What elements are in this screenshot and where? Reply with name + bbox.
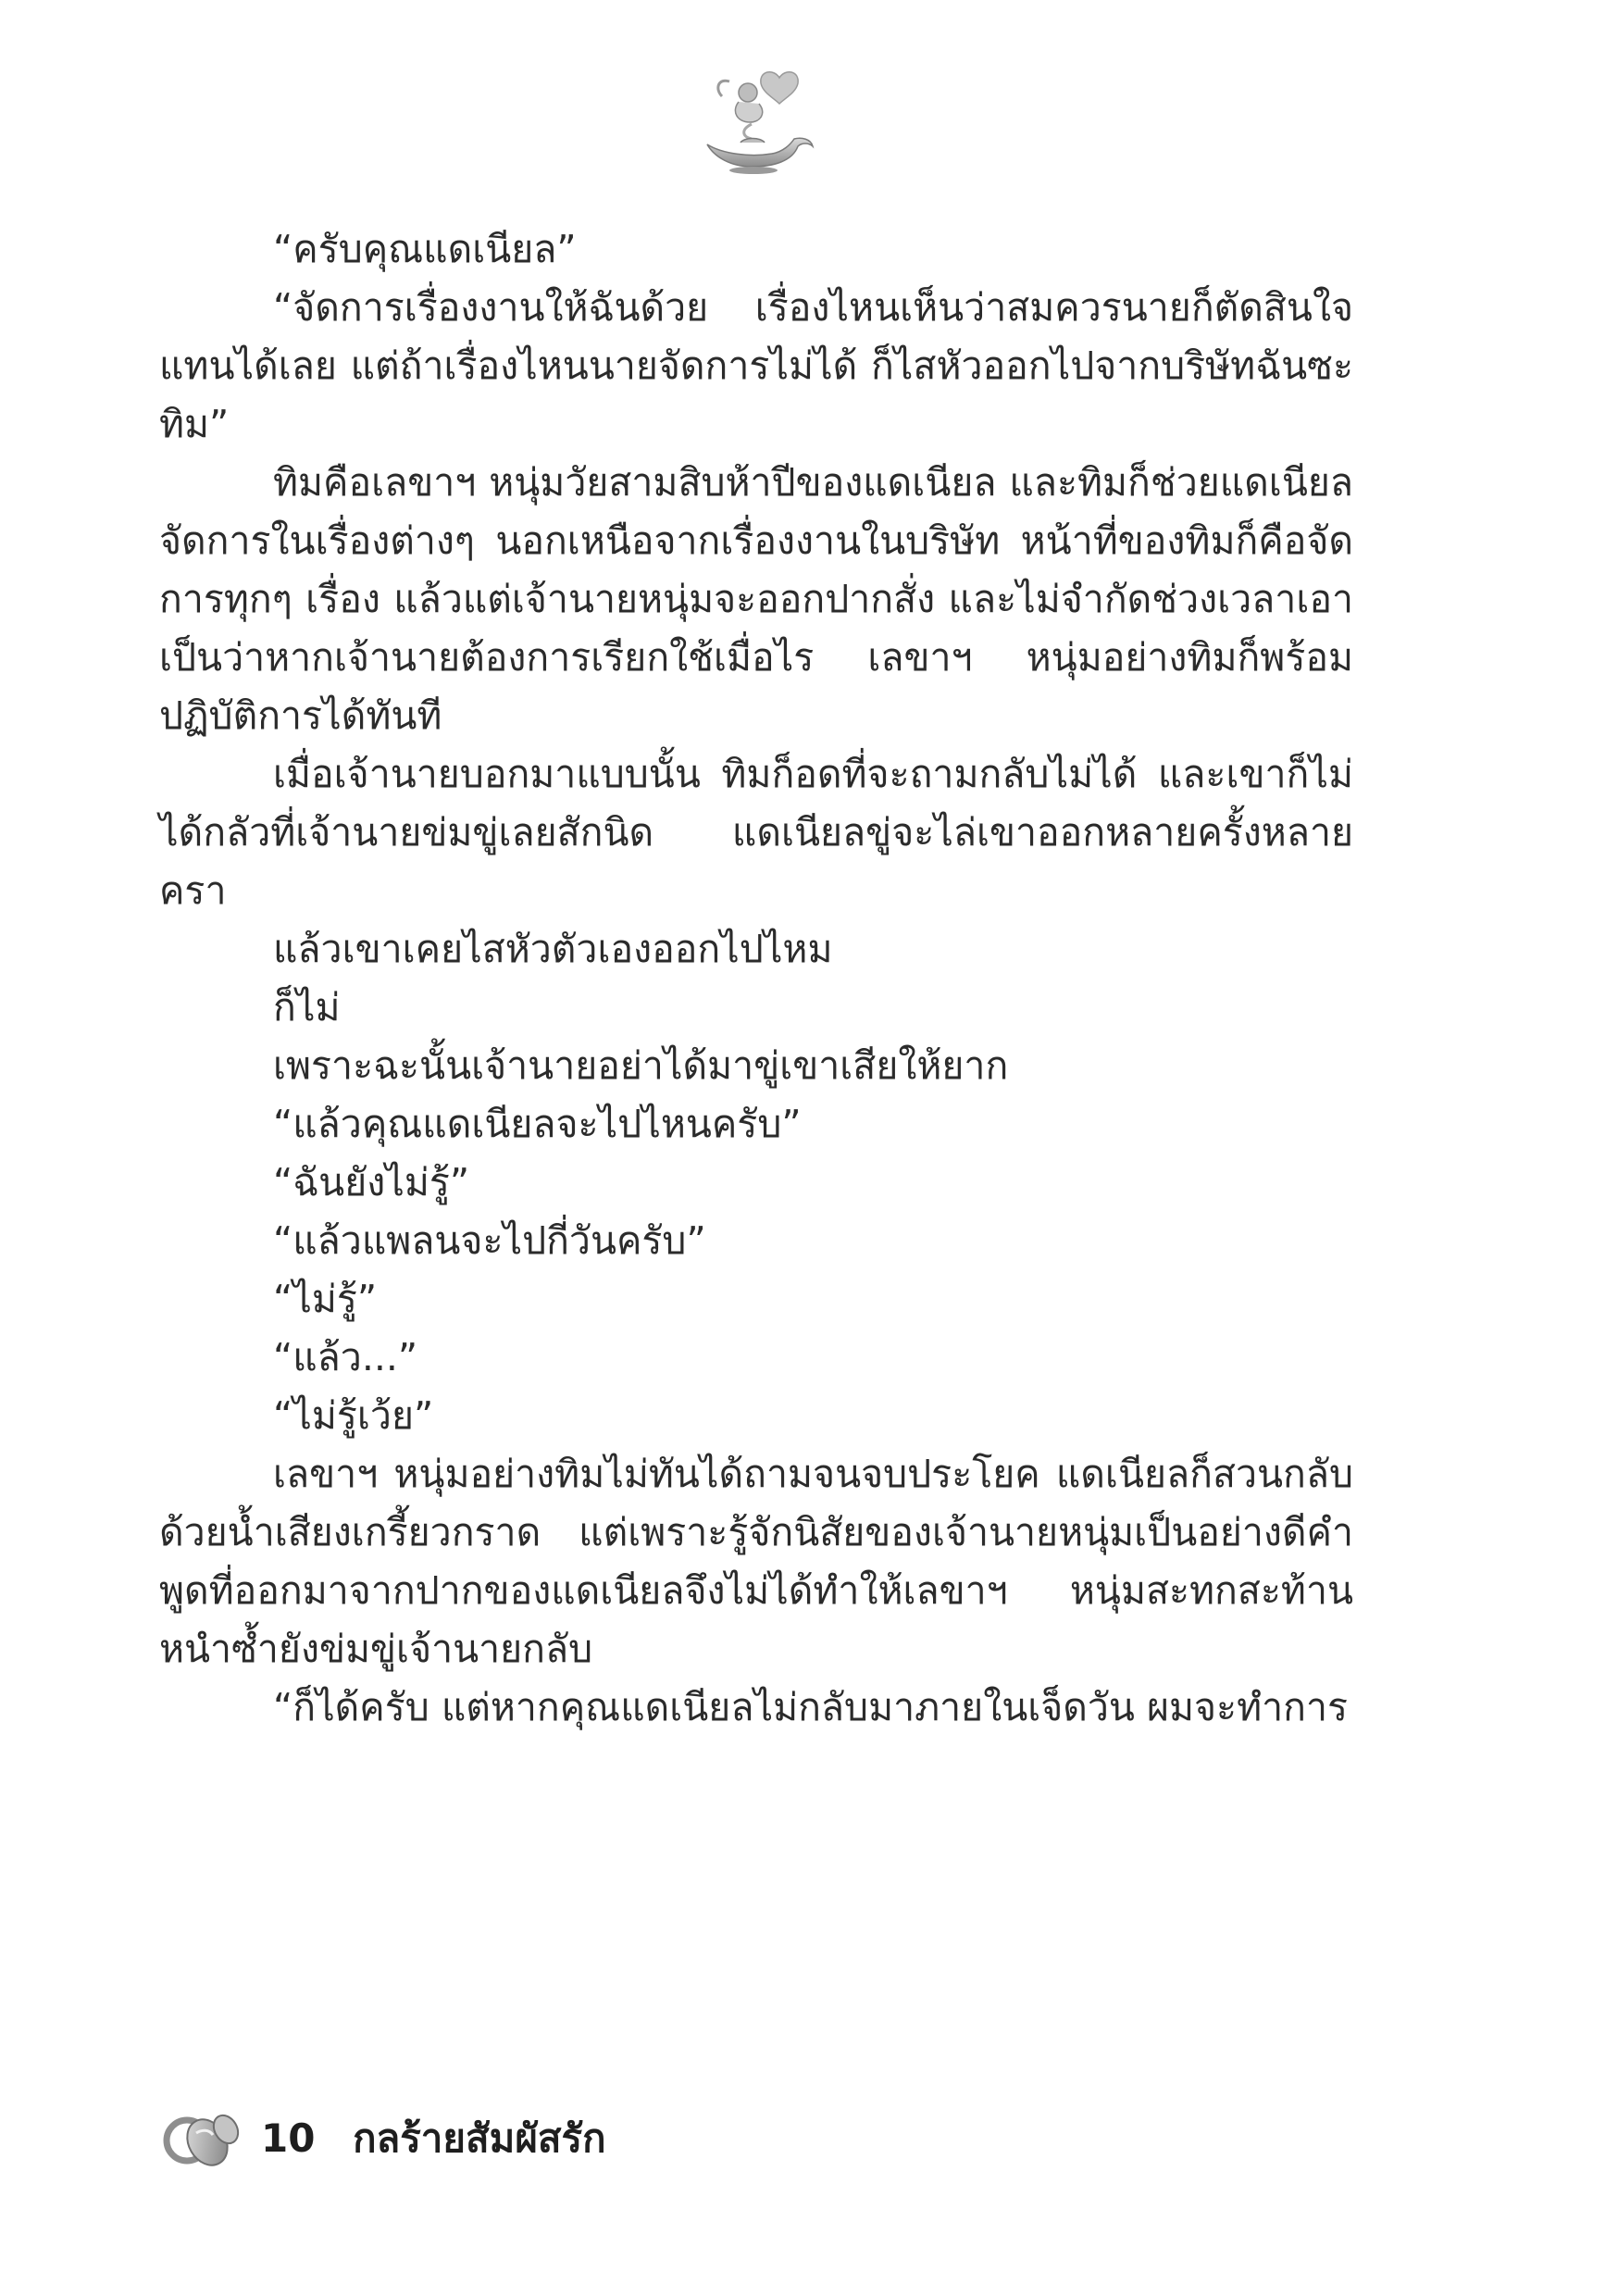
- paragraph: “ฉันยังไม่รู้”: [273, 1160, 470, 1204]
- book-title: กลร้ายสัมผัสรัก: [353, 2115, 606, 2161]
- paragraph: “แล้ว...”: [273, 1335, 418, 1379]
- paragraph: “ครับคุณแดเนียล”: [273, 227, 577, 271]
- paragraph: เพราะฉะนั้นเจ้านายอย่าได้มาขู่เขาเสียให้ยาก: [273, 1043, 1009, 1088]
- paragraph: “แล้วคุณแดเนียลจะไปไหนครับ”: [273, 1102, 802, 1146]
- paragraph: ก็ไม่: [273, 985, 341, 1029]
- paragraph: “ไม่รู้เว้ย”: [273, 1393, 434, 1438]
- paragraph: เมื่อเจ้านายบอกมาแบบนั้น ทิมก็อดที่จะถามกลับไม่ได้ และเขาก็ไม่ได้กลัวที่เจ้านายข่มขู่เลยสักนิด แดเนียลขู่จะไล่เขาออกหลายครั้งหลายครา: [159, 752, 1353, 913]
- paragraph: เลขาฯ หนุ่มอย่างทิมไม่ทันได้ถามจนจบประโยค แดเนียลก็สวนกลับด้วยน้ำเสียงเกรี้ยวกราด แต่เพราะรู้จักนิสัยของเจ้านายหนุ่มเป็นอย่างดีคำพูดที่ออกมาจากปากของแดเนียลจึงไม่ได้ทำให้เลขาฯ หนุ่มสะทกสะท้านหนำซ้ำยังข่มขู่เจ้านายกลับ: [159, 1452, 1353, 1671]
- page-footer: [159, 2102, 606, 2176]
- pacifier-icon: [159, 2102, 243, 2176]
- page-number: 10: [261, 2115, 316, 2161]
- body-text: [159, 220, 1353, 1737]
- magic-lamp-ornament-icon: [694, 65, 824, 176]
- paragraph: “ไม่รู้”: [273, 1277, 378, 1321]
- paragraph: แล้วเขาเคยไสหัวตัวเองออกไปไหม: [273, 927, 833, 971]
- paragraph: “แล้วแพลนจะไปกี่วันครับ”: [273, 1218, 706, 1263]
- paragraph: “ก็ได้ครับ แต่หากคุณแดเนียลไม่กลับมาภายในเจ็ดวัน ผมจะทำการ: [273, 1685, 1348, 1729]
- paragraph: ทิมคือเลขาฯ หนุ่มวัยสามสิบห้าปีของแดเนียล และทิมก็ช่วยแดเนียลจัดการในเรื่องต่างๆ นอกเหนือจากเรื่องงานในบริษัท หน้าที่ของทิมก็คือจัดการทุกๆ เรื่อง แล้วแต่เจ้านายหนุ่มจะออกปากสั่ง และไม่จำกัดช่วงเวลาเอาเป็นว่าหากเจ้านายต้องการเรียกใช้เมื่อไร เลขาฯ หนุ่มอย่างทิมก็พร้อมปฏิบัติการได้ทันที: [159, 460, 1353, 738]
- paragraph: “จัดการเรื่องงานให้ฉันด้วย เรื่องไหนเห็นว่าสมควรนายก็ตัดสินใจแทนได้เลย แต่ถ้าเรื่องไหนนายจัดการไม่ได้ ก็ไสหัวออกไปจากบริษัทฉันซะทิม”: [159, 285, 1353, 446]
